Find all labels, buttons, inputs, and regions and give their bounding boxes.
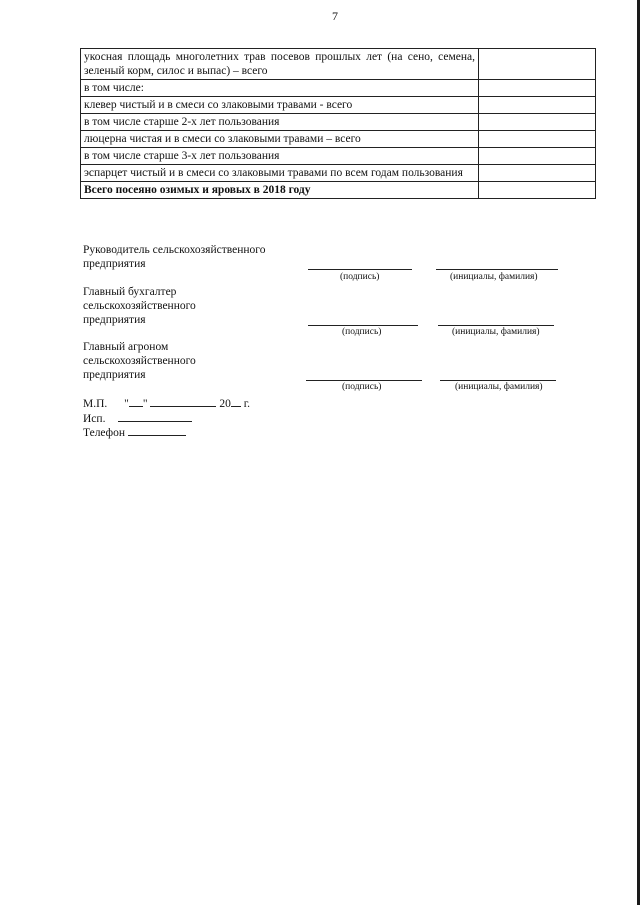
table-row [81,49,596,80]
table-cell-label: в том числе старше 3-х лет пользования [81,148,479,165]
executor-line [83,411,192,426]
table-cell-value[interactable] [479,148,596,165]
table-row [81,97,596,114]
table-cell-label: укосная площадь многолетних трав посевов прошлых лет (на сено, семена, зеленый корм, силос и выпас) – всего [81,49,479,80]
stamp-label: М.П. [83,398,108,410]
table-cell-label: в том числе старше 2-х лет пользования [81,114,479,131]
agronomist-name-line[interactable] [440,380,556,381]
table-cell-value[interactable] [479,49,596,80]
head-role-label: Руководитель сельскохозяйственного предприятия [83,244,266,270]
agronomist-name-caption: (инициалы, фамилия) [455,382,543,392]
accountant-signature-caption: (подпись) [342,327,382,337]
table-row [81,165,596,182]
head-name-line[interactable] [436,269,558,270]
quote-open: " [124,398,129,410]
table-row-total [81,182,596,199]
accountant-role-label: Главный бухгалтер сельскохозяйственного предприятия [83,286,196,326]
year-suffix: г. [243,398,250,410]
agronomist-role-label: Главный агроном сельскохозяйственного предприятия [83,341,196,381]
executor-field[interactable] [118,411,192,422]
head-signature-line[interactable] [308,269,412,270]
phone-line [83,425,186,440]
day-field[interactable] [129,396,143,407]
table-cell-value[interactable] [479,97,596,114]
table-cell-value[interactable] [479,131,596,148]
table-row [81,148,596,165]
table-cell-value-total[interactable] [479,182,596,199]
year-prefix: 20 [219,398,231,410]
executor-label: Исп. [83,413,106,425]
date-stamp-line [83,396,250,411]
table-row [81,80,596,97]
table-cell-value[interactable] [479,114,596,131]
accountant-name-line[interactable] [438,325,554,326]
crop-table [80,48,596,199]
head-signature-caption: (подпись) [340,272,380,282]
head-name-caption: (инициалы, фамилия) [450,272,538,282]
table-cell-label: клевер чистый и в смеси со злаковыми травами - всего [81,97,479,114]
page-number: 7 [332,9,338,23]
phone-field[interactable] [128,425,186,436]
phone-label: Телефон [83,427,126,439]
table-row [81,114,596,131]
accountant-name-caption: (инициалы, фамилия) [452,327,540,337]
table-cell-value[interactable] [479,80,596,97]
table-cell-label: эспарцет чистый и в смеси со злаковыми травами по всем годам пользования [81,165,479,182]
table-cell-label-total: Всего посеяно озимых и яровых в 2018 году [81,182,479,199]
table-cell-value[interactable] [479,165,596,182]
year-field[interactable] [231,396,241,407]
agronomist-signature-line[interactable] [306,380,422,381]
agronomist-signature-caption: (подпись) [342,382,382,392]
quote-close: " [142,398,148,410]
table-cell-label: люцерна чистая и в смеси со злаковыми травами – всего [81,131,479,148]
month-field[interactable] [150,396,216,407]
table-row [81,131,596,148]
accountant-signature-line[interactable] [308,325,418,326]
table-cell-label: в том числе: [81,80,479,97]
